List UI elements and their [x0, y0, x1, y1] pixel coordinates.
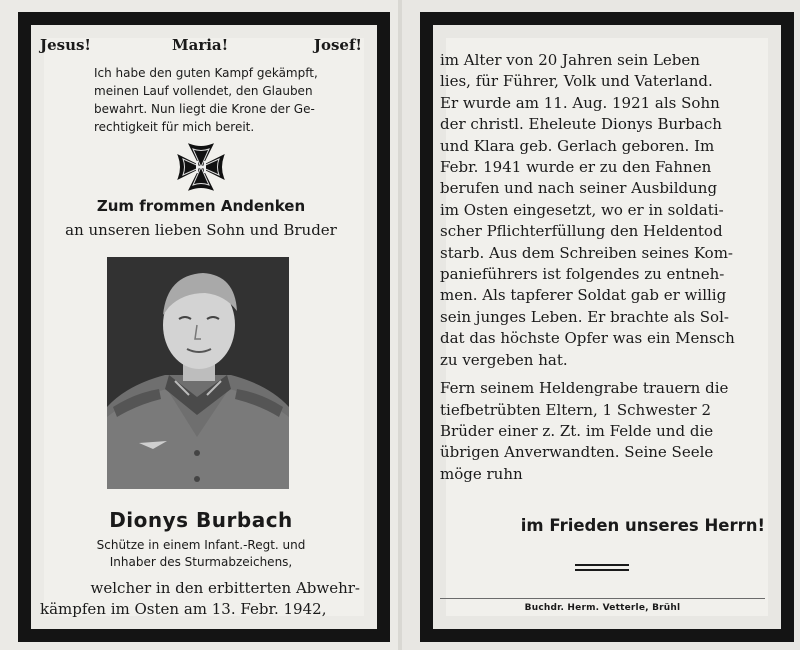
memory-title: Zum frommen Andenken — [96, 197, 306, 215]
mourning-line: tiefbetrübten Eltern, 1 Schwester 2 — [440, 400, 711, 419]
bio-line: der christl. Eheleute Dionys Burbach — [440, 115, 722, 134]
bible-quote — [94, 64, 364, 136]
bio-line: im Alter von 20 Jahren sein Leben — [440, 51, 700, 69]
death-text — [40, 578, 362, 620]
soldier-portrait-image — [107, 257, 289, 489]
rank-line: Schütze in einem Infant.-Regt. und — [96, 538, 306, 552]
invocation-jesus: Jesus! — [40, 36, 92, 54]
quote-line: meinen Lauf vollendet, den Glauben — [94, 84, 313, 98]
bio-line: zu vergeben hat. — [440, 350, 568, 369]
mourning-line: Fern seinem Heldengrabe trauern die — [440, 379, 729, 398]
bio-line: sein junges Leben. Er brachte als Sol- — [440, 307, 729, 326]
rank-line: Inhaber des Sturmabzeichens, — [109, 555, 293, 569]
bio-line: im Osten eingesetzt, wo er in soldati- — [440, 200, 724, 219]
invocation-josef: Josef! — [313, 36, 362, 54]
bio-line: starb. Aus dem Schreiben seines Kom- — [440, 243, 733, 262]
printer-credit: Buchdr. Herm. Vetterle, Brühl — [524, 603, 681, 613]
bio-line: scher Pflichterfüllung den Heldentod — [440, 222, 723, 241]
bio-line: panieführers ist folgendes zu entneh- — [440, 265, 725, 284]
bio-line: lies, für Führer, Volk und Vaterland. — [440, 72, 713, 91]
death-line: welcher in den erbitterten Abwehr- — [90, 579, 360, 597]
portrait-photo — [107, 257, 289, 489]
memory-subtitle: an unseren lieben Sohn und Bruder — [65, 221, 337, 239]
bio-line: Er wurde am 11. Aug. 1921 als Sohn — [440, 93, 720, 112]
bio-line: berufen und nach seiner Ausbildung — [440, 179, 718, 198]
mourning-line: möge ruhn — [440, 464, 523, 483]
printer-rule — [440, 598, 765, 599]
closing-blessing: im Frieden unseres Herrn! — [520, 516, 765, 535]
quote-line: bewahrt. Nun liegt die Krone der Ge- — [94, 102, 315, 116]
iron-cross-icon — [176, 142, 226, 192]
bio-line: und Klara geb. Gerlach geboren. Im — [440, 136, 715, 155]
death-line: kämpfen im Osten am 13. Febr. 1942, — [40, 600, 327, 618]
biography-text — [440, 50, 765, 485]
divider-rule — [575, 564, 629, 566]
quote-line: Ich habe den guten Kampf gekämpft, — [94, 66, 318, 80]
deceased-name: Dionys Burbach — [109, 508, 293, 532]
bio-line: dat das höchste Opfer was ein Mensch — [440, 329, 735, 348]
rank-description — [40, 537, 362, 571]
invocation-line — [40, 36, 362, 60]
invocation-maria: Maria! — [172, 36, 229, 54]
mourning-line: Brüder einer z. Zt. im Felde und die — [440, 421, 714, 440]
mourning-line: übrigen Anverwandten. Seine Seele — [440, 443, 714, 462]
bio-line: men. Als tapferer Soldat gab er willig — [440, 286, 727, 305]
bio-line: Febr. 1941 wurde er zu den Fahnen — [440, 158, 712, 177]
divider-rule — [575, 569, 629, 571]
quote-line: rechtigkeit für mich bereit. — [94, 120, 255, 134]
